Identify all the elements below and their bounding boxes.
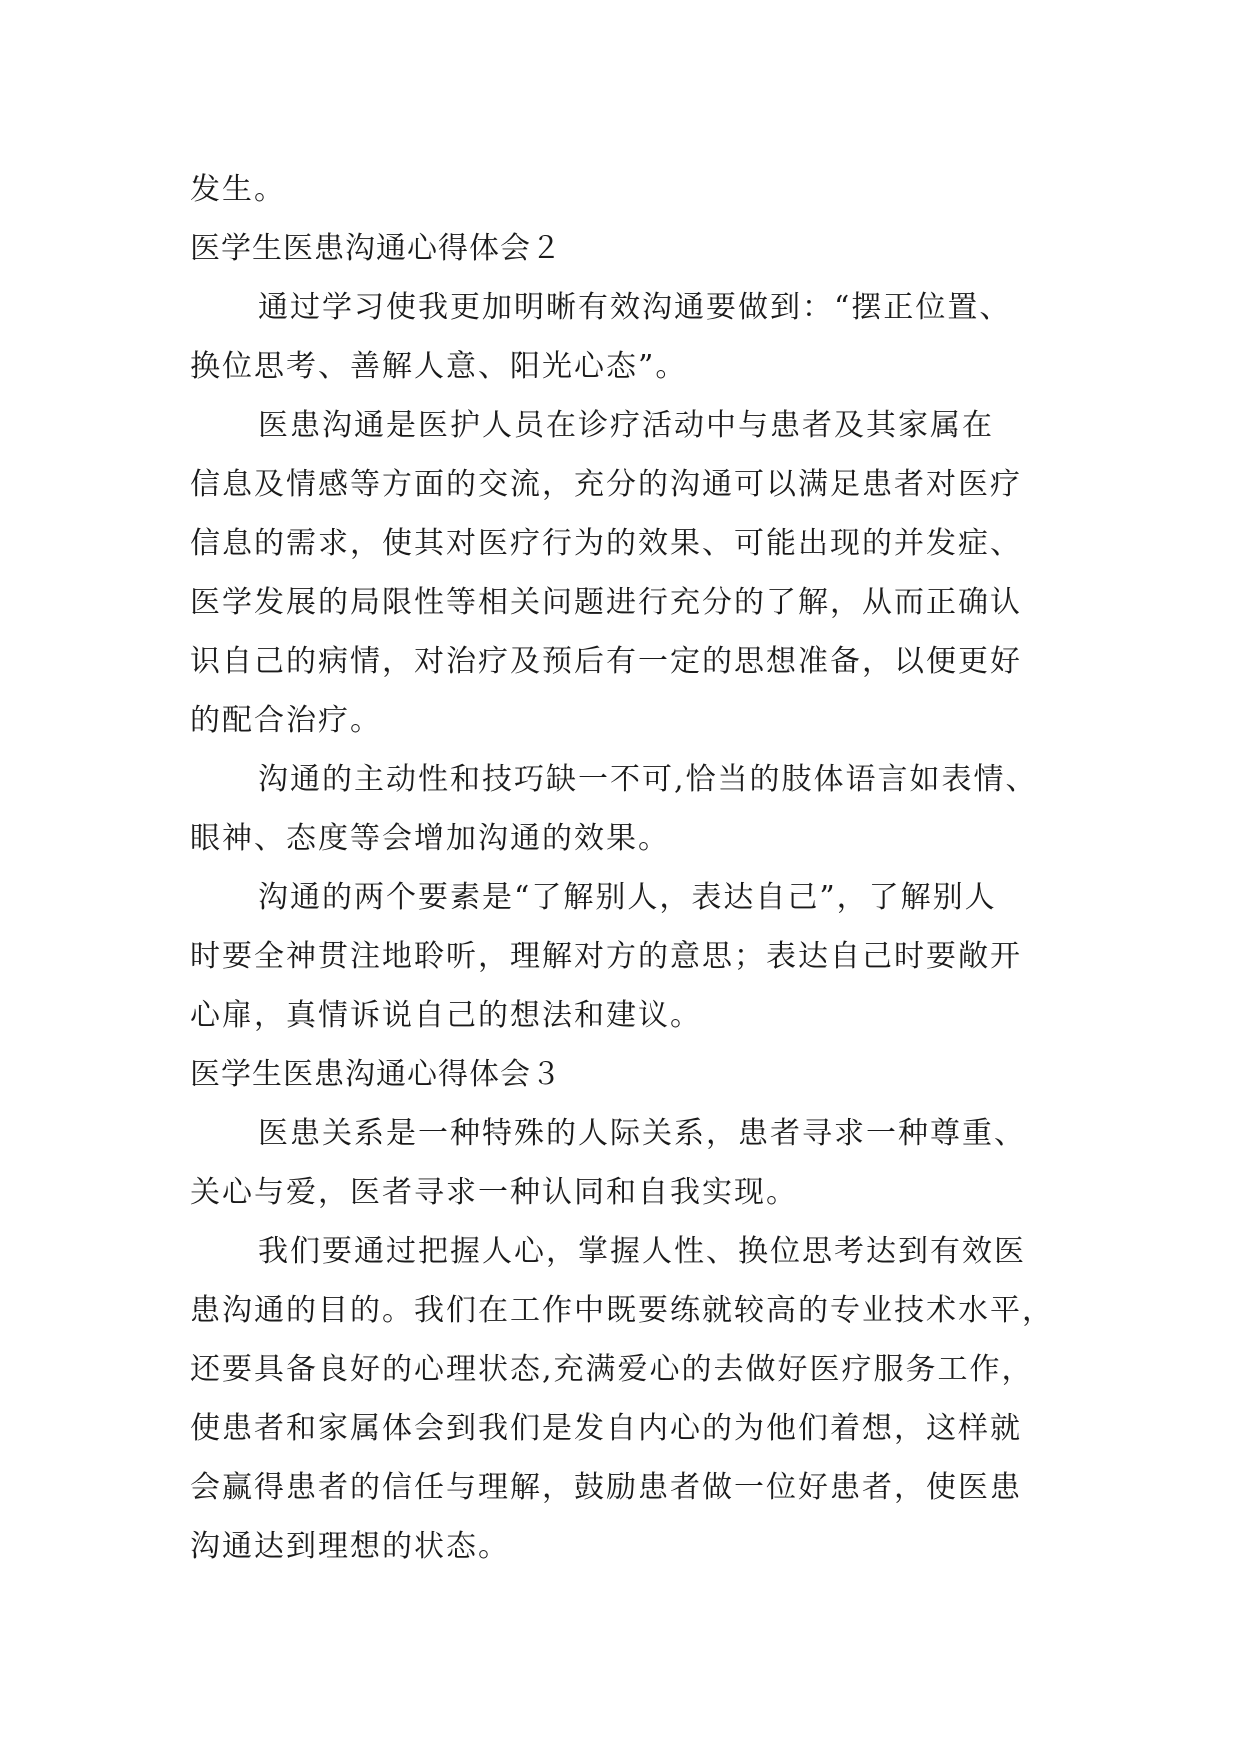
- text-line: 心扉，真情诉说自己的想法和建议。: [190, 998, 702, 1033]
- section-heading: 医学生医患沟通心得体会２: [190, 231, 562, 266]
- paragraph: [190, 160, 1070, 219]
- text-line: 发生。: [190, 172, 286, 207]
- section-heading: 医学生医患沟通心得体会３: [190, 1057, 562, 1092]
- text-line: 我们要通过把握人心，掌握人性、换位思考达到有效医: [258, 1234, 1026, 1269]
- section: [190, 1045, 1070, 1576]
- text-line: 使患者和家属体会到我们是发自内心的为他们着想，这样就: [190, 1411, 1022, 1446]
- paragraph: [190, 278, 1070, 396]
- paragraph: [190, 750, 1070, 868]
- paragraph: [190, 1222, 1070, 1576]
- text-line: 患沟通的目的。我们在工作中既要练就较高的专业技术水平，: [190, 1293, 1054, 1328]
- text-line: 医学发展的局限性等相关问题进行充分的了解，从而正确认: [190, 585, 1022, 620]
- paragraph: [190, 868, 1070, 1045]
- document-page: [190, 160, 1070, 1576]
- text-line: 关心与爱，医者寻求一种认同和自我实现。: [190, 1175, 798, 1210]
- text-line: 通过学习使我更加明晰有效沟通要做到：“摆正位置、: [258, 290, 1012, 325]
- text-line: 换位思考、善解人意、阳光心态”。: [190, 349, 688, 384]
- text-line: 信息及情感等方面的交流，充分的沟通可以满足患者对医疗: [190, 467, 1022, 502]
- text-line: 沟通达到理想的状态。: [190, 1529, 510, 1564]
- paragraph: [190, 396, 1070, 750]
- text-line: 医患关系是一种特殊的人际关系，患者寻求一种尊重、: [258, 1116, 1026, 1151]
- text-line: 的配合治疗。: [190, 703, 382, 738]
- text-line: 信息的需求，使其对医疗行为的效果、可能出现的并发症、: [190, 526, 1022, 561]
- text-line: 还要具备良好的心理状态,充满爱心的去做好医疗服务工作，: [190, 1352, 1034, 1387]
- text-line: 识自己的病情，对治疗及预后有一定的思想准备，以便更好: [190, 644, 1022, 679]
- paragraph: [190, 1104, 1070, 1222]
- text-line: 沟通的主动性和技巧缺一不可,恰当的肢体语言如表情、: [258, 762, 1038, 797]
- text-line: 医患沟通是医护人员在诊疗活动中与患者及其家属在: [258, 408, 994, 443]
- text-line: 会赢得患者的信任与理解，鼓励患者做一位好患者，使医患: [190, 1470, 1022, 1505]
- text-line: 眼神、态度等会增加沟通的效果。: [190, 821, 670, 856]
- section: [190, 219, 1070, 1045]
- text-line: 时要全神贯注地聆听，理解对方的意思；表达自己时要敞开: [190, 939, 1022, 974]
- text-line: 沟通的两个要素是“了解别人，表达自己”，了解别人: [258, 880, 997, 915]
